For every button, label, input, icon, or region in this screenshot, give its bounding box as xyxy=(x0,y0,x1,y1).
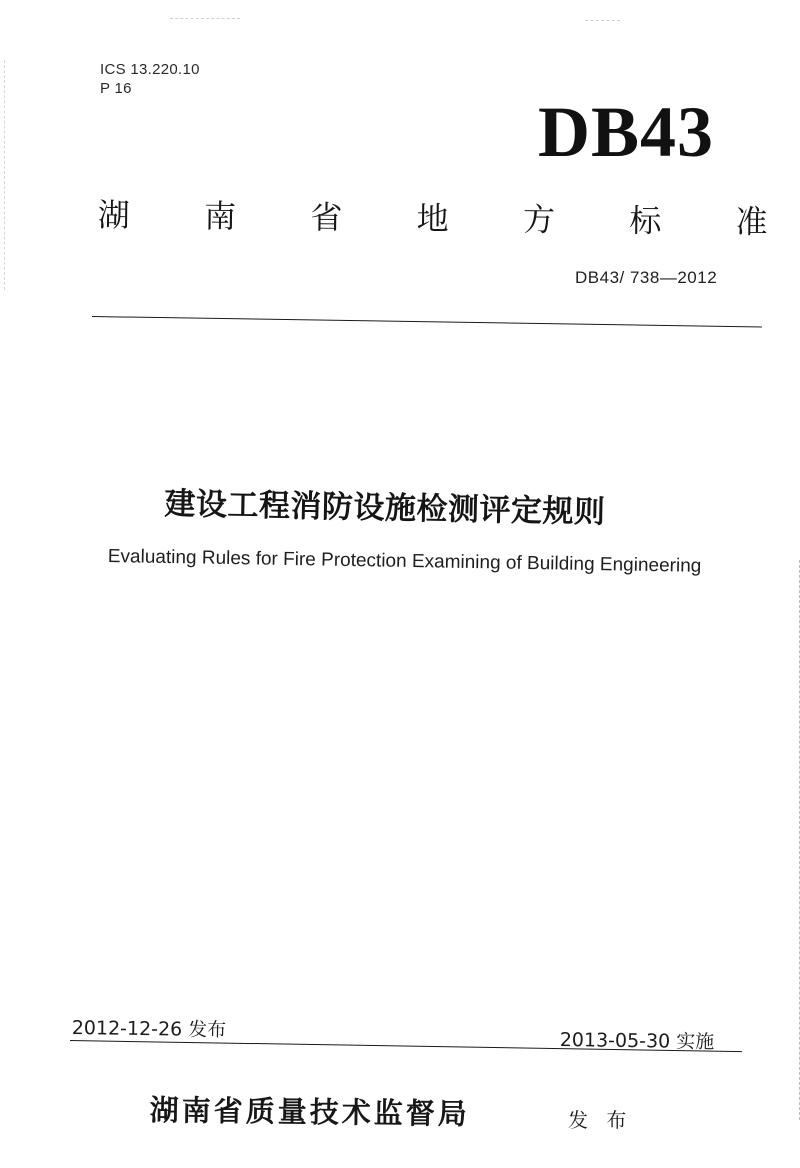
standard-type-char: 地 xyxy=(416,199,449,238)
standard-type-char: 南 xyxy=(203,197,237,236)
ics-code: ICS 13.220.10 xyxy=(100,61,200,78)
standard-type-char: 省 xyxy=(310,198,343,237)
standard-logo-code: DB43 xyxy=(538,92,715,172)
classification-code: P 16 xyxy=(100,80,132,97)
header-divider xyxy=(92,316,762,328)
document-title-chinese: 建设工程消防设施检测评定规则 xyxy=(164,485,606,531)
implementation-date: 2013-05-30 实施 xyxy=(559,1028,715,1054)
document-title-english: Evaluating Rules for Fire Protection Examining of Building Engineering xyxy=(107,546,702,577)
scan-edge-top-2 xyxy=(585,20,620,21)
standard-type-char: 标 xyxy=(629,201,662,240)
issued-label: 发 布 xyxy=(568,1108,633,1132)
scan-edge-right xyxy=(796,560,800,1120)
issue-date: 2012-12-26 发布 xyxy=(71,1016,227,1042)
standard-type-char: 湖 xyxy=(97,195,130,235)
scan-edge-left xyxy=(4,60,6,290)
standard-type-char: 准 xyxy=(735,202,768,242)
standard-type-title xyxy=(98,190,768,243)
standard-number: DB43/ 738—2012 xyxy=(575,268,718,287)
standard-type-char: 方 xyxy=(522,200,556,239)
issuing-authority: 湖南省质量技术监督局 xyxy=(149,1092,470,1131)
scan-edge-top xyxy=(170,18,240,19)
